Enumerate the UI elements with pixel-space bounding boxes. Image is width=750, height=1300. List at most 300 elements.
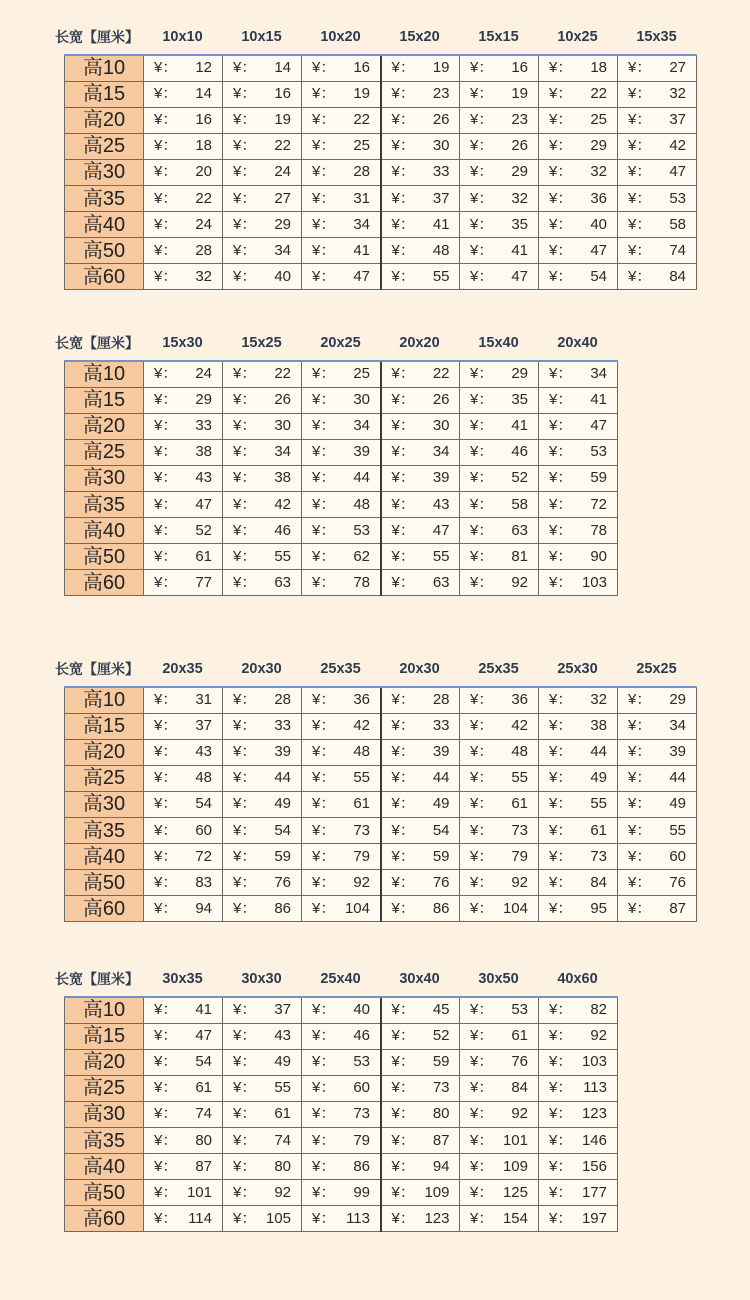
currency-symbol: ¥： bbox=[549, 163, 573, 181]
price-value: 52 bbox=[195, 521, 212, 539]
price-cell bbox=[144, 1127, 223, 1153]
currency-symbol: ¥： bbox=[628, 743, 652, 761]
currency-symbol: ¥： bbox=[549, 137, 573, 155]
price-cell bbox=[460, 1180, 539, 1206]
price-value: 79 bbox=[353, 847, 370, 865]
price-cell bbox=[223, 1101, 302, 1127]
price-value: 40 bbox=[353, 1001, 370, 1019]
currency-symbol: ¥： bbox=[312, 495, 336, 513]
price-value: 62 bbox=[353, 547, 370, 565]
price-value: 40 bbox=[590, 215, 607, 233]
price-cell bbox=[381, 1127, 460, 1153]
currency-symbol: ¥： bbox=[470, 1131, 494, 1149]
table-row bbox=[65, 817, 697, 843]
price-cell bbox=[539, 185, 618, 211]
price-cell bbox=[144, 765, 223, 791]
price-cell bbox=[144, 238, 223, 264]
currency-symbol: ¥： bbox=[391, 241, 415, 259]
price-value: 47 bbox=[432, 521, 450, 539]
currency-symbol: ¥： bbox=[312, 1157, 336, 1175]
price-value: 34 bbox=[590, 365, 607, 383]
price-value: 74 bbox=[195, 1105, 212, 1123]
dimension-label: 长宽【厘米】 bbox=[55, 661, 139, 677]
price-value: 47 bbox=[353, 267, 370, 285]
price-value: 30 bbox=[432, 417, 450, 435]
price-value: 47 bbox=[195, 1027, 212, 1045]
price-cell bbox=[223, 870, 302, 896]
price-cell bbox=[539, 107, 618, 133]
height-label: 高30 bbox=[65, 791, 144, 817]
price-cell bbox=[144, 518, 223, 544]
price-cell bbox=[223, 544, 302, 570]
table-row bbox=[65, 518, 618, 544]
price-cell bbox=[144, 387, 223, 413]
price-value: 30 bbox=[353, 391, 370, 409]
currency-symbol: ¥： bbox=[470, 163, 494, 181]
currency-symbol: ¥： bbox=[470, 847, 494, 865]
price-cell bbox=[302, 687, 381, 713]
price-cell bbox=[381, 1154, 460, 1180]
price-value: 41 bbox=[590, 391, 607, 409]
price-cell bbox=[539, 791, 618, 817]
price-value: 92 bbox=[590, 1027, 607, 1045]
currency-symbol: ¥： bbox=[628, 769, 652, 787]
currency-symbol: ¥： bbox=[233, 717, 257, 735]
price-cell bbox=[539, 159, 618, 185]
price-value: 80 bbox=[432, 1105, 450, 1123]
price-value: 47 bbox=[669, 163, 686, 181]
currency-symbol: ¥： bbox=[391, 1131, 415, 1149]
currency-symbol: ¥： bbox=[470, 1183, 494, 1201]
currency-symbol: ¥： bbox=[470, 769, 494, 787]
price-value: 48 bbox=[353, 743, 370, 761]
price-value: 48 bbox=[195, 769, 212, 787]
currency-symbol: ¥： bbox=[154, 1079, 178, 1097]
price-value: 36 bbox=[353, 691, 370, 709]
price-value: 34 bbox=[353, 215, 370, 233]
price-value: 47 bbox=[195, 495, 212, 513]
price-value: 35 bbox=[511, 391, 528, 409]
price-cell bbox=[302, 212, 381, 238]
currency-symbol: ¥： bbox=[549, 267, 573, 285]
height-label: 高10 bbox=[65, 55, 144, 81]
currency-symbol: ¥： bbox=[312, 691, 336, 709]
price-cell bbox=[460, 413, 539, 439]
size-column-header: 30x50 bbox=[478, 971, 519, 987]
price-cell bbox=[381, 185, 460, 211]
table-row bbox=[65, 465, 618, 491]
price-value: 37 bbox=[669, 111, 686, 129]
price-cell bbox=[223, 264, 302, 290]
price-cell bbox=[144, 413, 223, 439]
price-value: 35 bbox=[511, 215, 528, 233]
height-label: 高10 bbox=[65, 687, 144, 713]
price-value: 28 bbox=[195, 241, 212, 259]
currency-symbol: ¥： bbox=[549, 847, 573, 865]
currency-symbol: ¥： bbox=[391, 267, 415, 285]
price-value: 22 bbox=[590, 85, 607, 103]
currency-symbol: ¥： bbox=[233, 443, 257, 461]
currency-symbol: ¥： bbox=[233, 215, 257, 233]
price-value: 19 bbox=[353, 85, 370, 103]
currency-symbol: ¥： bbox=[470, 417, 494, 435]
price-value: 123 bbox=[581, 1105, 607, 1123]
price-cell bbox=[302, 1023, 381, 1049]
price-value: 37 bbox=[195, 717, 212, 735]
price-value: 36 bbox=[511, 691, 528, 709]
price-cell bbox=[381, 361, 460, 387]
table-row bbox=[65, 1075, 618, 1101]
currency-symbol: ¥： bbox=[233, 899, 257, 917]
currency-symbol: ¥： bbox=[549, 717, 573, 735]
price-value: 105 bbox=[265, 1209, 291, 1227]
price-cell bbox=[144, 81, 223, 107]
price-value: 123 bbox=[424, 1209, 450, 1227]
price-cell bbox=[539, 413, 618, 439]
price-value: 94 bbox=[432, 1157, 450, 1175]
size-column-header: 15x35 bbox=[636, 29, 677, 45]
currency-symbol: ¥： bbox=[154, 443, 178, 461]
height-label: 高35 bbox=[65, 817, 144, 843]
price-cell bbox=[460, 133, 539, 159]
price-cell bbox=[302, 844, 381, 870]
price-value: 25 bbox=[590, 111, 607, 129]
price-value: 33 bbox=[432, 717, 450, 735]
price-cell bbox=[381, 212, 460, 238]
price-cell bbox=[144, 570, 223, 596]
table-row bbox=[65, 1127, 618, 1153]
price-value: 26 bbox=[432, 391, 450, 409]
currency-symbol: ¥： bbox=[391, 59, 415, 77]
price-value: 43 bbox=[195, 469, 212, 487]
price-cell bbox=[302, 491, 381, 517]
price-cell bbox=[539, 439, 618, 465]
price-cell bbox=[460, 1075, 539, 1101]
currency-symbol: ¥： bbox=[549, 899, 573, 917]
price-cell bbox=[539, 238, 618, 264]
price-value: 86 bbox=[432, 899, 450, 917]
price-value: 28 bbox=[274, 691, 291, 709]
price-cell bbox=[381, 844, 460, 870]
price-value: 197 bbox=[581, 1209, 607, 1227]
price-value: 76 bbox=[511, 1053, 528, 1071]
price-value: 80 bbox=[274, 1157, 291, 1175]
price-value: 81 bbox=[511, 547, 528, 565]
currency-symbol: ¥： bbox=[391, 391, 415, 409]
currency-symbol: ¥： bbox=[628, 189, 652, 207]
price-cell bbox=[381, 159, 460, 185]
currency-symbol: ¥： bbox=[233, 111, 257, 129]
price-value: 55 bbox=[274, 1079, 291, 1097]
price-cell bbox=[381, 570, 460, 596]
height-label: 高50 bbox=[65, 1180, 144, 1206]
price-cell bbox=[302, 185, 381, 211]
currency-symbol: ¥： bbox=[312, 85, 336, 103]
price-cell bbox=[144, 739, 223, 765]
price-cell bbox=[302, 55, 381, 81]
price-value: 44 bbox=[432, 769, 450, 787]
price-value: 125 bbox=[502, 1183, 528, 1201]
price-value: 44 bbox=[274, 769, 291, 787]
price-cell bbox=[223, 713, 302, 739]
height-label: 高50 bbox=[65, 870, 144, 896]
price-cell bbox=[144, 185, 223, 211]
currency-symbol: ¥： bbox=[233, 365, 257, 383]
currency-symbol: ¥： bbox=[233, 59, 257, 77]
table-row bbox=[65, 997, 618, 1023]
currency-symbol: ¥： bbox=[391, 873, 415, 891]
price-value: 46 bbox=[353, 1027, 370, 1045]
price-cell bbox=[381, 491, 460, 517]
currency-symbol: ¥： bbox=[312, 717, 336, 735]
price-value: 101 bbox=[502, 1131, 528, 1149]
price-cell bbox=[381, 997, 460, 1023]
currency-symbol: ¥： bbox=[549, 769, 573, 787]
price-value: 45 bbox=[432, 1001, 450, 1019]
currency-symbol: ¥： bbox=[233, 241, 257, 259]
price-cell bbox=[381, 439, 460, 465]
price-cell bbox=[302, 1049, 381, 1075]
currency-symbol: ¥： bbox=[154, 1105, 178, 1123]
currency-symbol: ¥： bbox=[549, 1209, 573, 1227]
currency-symbol: ¥： bbox=[154, 163, 178, 181]
price-value: 30 bbox=[274, 417, 291, 435]
currency-symbol: ¥： bbox=[154, 795, 178, 813]
currency-symbol: ¥： bbox=[628, 111, 652, 129]
price-cell bbox=[381, 133, 460, 159]
currency-symbol: ¥： bbox=[154, 241, 178, 259]
price-cell bbox=[144, 870, 223, 896]
price-value: 16 bbox=[274, 85, 291, 103]
currency-symbol: ¥： bbox=[312, 1209, 336, 1227]
table-row bbox=[65, 212, 697, 238]
price-value: 55 bbox=[432, 547, 450, 565]
price-cell bbox=[144, 465, 223, 491]
currency-symbol: ¥： bbox=[233, 573, 257, 591]
currency-symbol: ¥： bbox=[391, 573, 415, 591]
price-value: 73 bbox=[353, 821, 370, 839]
price-cell bbox=[460, 739, 539, 765]
price-value: 99 bbox=[353, 1183, 370, 1201]
price-cell bbox=[618, 870, 697, 896]
price-cell bbox=[144, 687, 223, 713]
currency-symbol: ¥： bbox=[470, 495, 494, 513]
currency-symbol: ¥： bbox=[233, 1157, 257, 1175]
currency-symbol: ¥： bbox=[391, 469, 415, 487]
price-value: 109 bbox=[502, 1157, 528, 1175]
price-value: 29 bbox=[511, 163, 528, 181]
currency-symbol: ¥： bbox=[549, 111, 573, 129]
height-label: 高40 bbox=[65, 518, 144, 544]
price-cell bbox=[460, 81, 539, 107]
currency-symbol: ¥： bbox=[470, 469, 494, 487]
size-column-header: 20x25 bbox=[320, 335, 361, 351]
price-value: 41 bbox=[432, 215, 450, 233]
currency-symbol: ¥： bbox=[154, 573, 178, 591]
price-cell bbox=[223, 1049, 302, 1075]
table-row bbox=[65, 55, 697, 81]
currency-symbol: ¥： bbox=[312, 267, 336, 285]
currency-symbol: ¥： bbox=[312, 137, 336, 155]
price-cell bbox=[381, 81, 460, 107]
height-label: 高10 bbox=[65, 997, 144, 1023]
currency-symbol: ¥： bbox=[470, 1079, 494, 1097]
price-cell bbox=[539, 518, 618, 544]
price-cell bbox=[302, 713, 381, 739]
price-value: 73 bbox=[432, 1079, 450, 1097]
currency-symbol: ¥： bbox=[312, 795, 336, 813]
price-value: 73 bbox=[353, 1105, 370, 1123]
currency-symbol: ¥： bbox=[391, 495, 415, 513]
currency-symbol: ¥： bbox=[470, 391, 494, 409]
price-value: 104 bbox=[502, 899, 528, 917]
price-value: 36 bbox=[590, 189, 607, 207]
price-cell bbox=[223, 1180, 302, 1206]
currency-symbol: ¥： bbox=[233, 1183, 257, 1201]
currency-symbol: ¥： bbox=[549, 795, 573, 813]
price-grid bbox=[64, 686, 697, 922]
height-label: 高35 bbox=[65, 185, 144, 211]
price-cell bbox=[223, 687, 302, 713]
currency-symbol: ¥： bbox=[628, 241, 652, 259]
currency-symbol: ¥： bbox=[391, 443, 415, 461]
price-value: 63 bbox=[274, 573, 291, 591]
height-label: 高60 bbox=[65, 896, 144, 922]
currency-symbol: ¥： bbox=[628, 821, 652, 839]
size-column-header: 20x40 bbox=[557, 335, 598, 351]
size-column-header: 25x35 bbox=[478, 661, 519, 677]
price-cell bbox=[302, 817, 381, 843]
price-cell bbox=[381, 238, 460, 264]
currency-symbol: ¥： bbox=[391, 137, 415, 155]
currency-symbol: ¥： bbox=[470, 743, 494, 761]
currency-symbol: ¥： bbox=[549, 691, 573, 709]
currency-symbol: ¥： bbox=[233, 743, 257, 761]
price-value: 43 bbox=[195, 743, 212, 761]
price-cell bbox=[618, 896, 697, 922]
price-cell bbox=[381, 544, 460, 570]
price-cell bbox=[381, 413, 460, 439]
price-cell bbox=[223, 1206, 302, 1232]
price-value: 19 bbox=[274, 111, 291, 129]
currency-symbol: ¥： bbox=[391, 163, 415, 181]
currency-symbol: ¥： bbox=[154, 85, 178, 103]
table-row bbox=[65, 570, 618, 596]
price-cell bbox=[381, 1023, 460, 1049]
size-column-header: 15x20 bbox=[399, 29, 440, 45]
price-value: 31 bbox=[195, 691, 212, 709]
price-value: 42 bbox=[353, 717, 370, 735]
currency-symbol: ¥： bbox=[549, 215, 573, 233]
price-cell bbox=[618, 765, 697, 791]
height-label: 高40 bbox=[65, 844, 144, 870]
price-value: 32 bbox=[669, 85, 686, 103]
currency-symbol: ¥： bbox=[628, 873, 652, 891]
size-column-header: 15x40 bbox=[478, 335, 519, 351]
price-value: 19 bbox=[511, 85, 528, 103]
price-value: 76 bbox=[274, 873, 291, 891]
currency-symbol: ¥： bbox=[549, 873, 573, 891]
height-label: 高30 bbox=[65, 159, 144, 185]
size-header-row bbox=[0, 658, 750, 680]
price-cell bbox=[460, 439, 539, 465]
currency-symbol: ¥： bbox=[312, 769, 336, 787]
price-cell bbox=[223, 133, 302, 159]
currency-symbol: ¥： bbox=[154, 691, 178, 709]
size-column-header: 25x35 bbox=[320, 661, 361, 677]
price-value: 32 bbox=[511, 189, 528, 207]
price-value: 54 bbox=[590, 267, 607, 285]
currency-symbol: ¥： bbox=[154, 1053, 178, 1071]
price-value: 60 bbox=[195, 821, 212, 839]
price-cell bbox=[460, 465, 539, 491]
price-cell bbox=[144, 791, 223, 817]
currency-symbol: ¥： bbox=[470, 189, 494, 207]
price-value: 61 bbox=[274, 1105, 291, 1123]
currency-symbol: ¥： bbox=[470, 573, 494, 591]
height-label: 高50 bbox=[65, 544, 144, 570]
price-value: 94 bbox=[195, 899, 212, 917]
price-cell bbox=[618, 739, 697, 765]
currency-symbol: ¥： bbox=[628, 691, 652, 709]
currency-symbol: ¥： bbox=[470, 85, 494, 103]
price-cell bbox=[539, 570, 618, 596]
currency-symbol: ¥： bbox=[312, 547, 336, 565]
currency-symbol: ¥： bbox=[391, 417, 415, 435]
price-cell bbox=[539, 870, 618, 896]
price-value: 49 bbox=[274, 795, 291, 813]
price-cell bbox=[223, 413, 302, 439]
price-value: 58 bbox=[511, 495, 528, 513]
currency-symbol: ¥： bbox=[549, 1053, 573, 1071]
price-value: 32 bbox=[195, 267, 212, 285]
price-value: 49 bbox=[590, 769, 607, 787]
currency-symbol: ¥： bbox=[233, 821, 257, 839]
price-value: 77 bbox=[195, 573, 212, 591]
table-row bbox=[65, 896, 697, 922]
price-value: 86 bbox=[274, 899, 291, 917]
table-row bbox=[65, 1206, 618, 1232]
price-value: 37 bbox=[274, 1001, 291, 1019]
currency-symbol: ¥： bbox=[233, 1053, 257, 1071]
table-row bbox=[65, 739, 697, 765]
price-cell bbox=[460, 238, 539, 264]
price-value: 53 bbox=[669, 189, 686, 207]
currency-symbol: ¥： bbox=[470, 873, 494, 891]
price-value: 20 bbox=[195, 163, 212, 181]
price-value: 55 bbox=[432, 267, 450, 285]
price-cell bbox=[144, 1101, 223, 1127]
currency-symbol: ¥： bbox=[549, 1157, 573, 1175]
price-cell bbox=[539, 544, 618, 570]
price-cell bbox=[144, 55, 223, 81]
currency-symbol: ¥： bbox=[549, 443, 573, 461]
currency-symbol: ¥： bbox=[312, 899, 336, 917]
price-value: 48 bbox=[511, 743, 528, 761]
currency-symbol: ¥： bbox=[233, 417, 257, 435]
price-cell bbox=[381, 264, 460, 290]
price-cell bbox=[223, 212, 302, 238]
height-label: 高15 bbox=[65, 387, 144, 413]
price-cell bbox=[223, 1075, 302, 1101]
currency-symbol: ¥： bbox=[233, 1131, 257, 1149]
price-cell bbox=[302, 544, 381, 570]
price-cell bbox=[144, 544, 223, 570]
currency-symbol: ¥： bbox=[470, 1105, 494, 1123]
height-label: 高25 bbox=[65, 133, 144, 159]
price-cell bbox=[302, 361, 381, 387]
price-value: 49 bbox=[274, 1053, 291, 1071]
